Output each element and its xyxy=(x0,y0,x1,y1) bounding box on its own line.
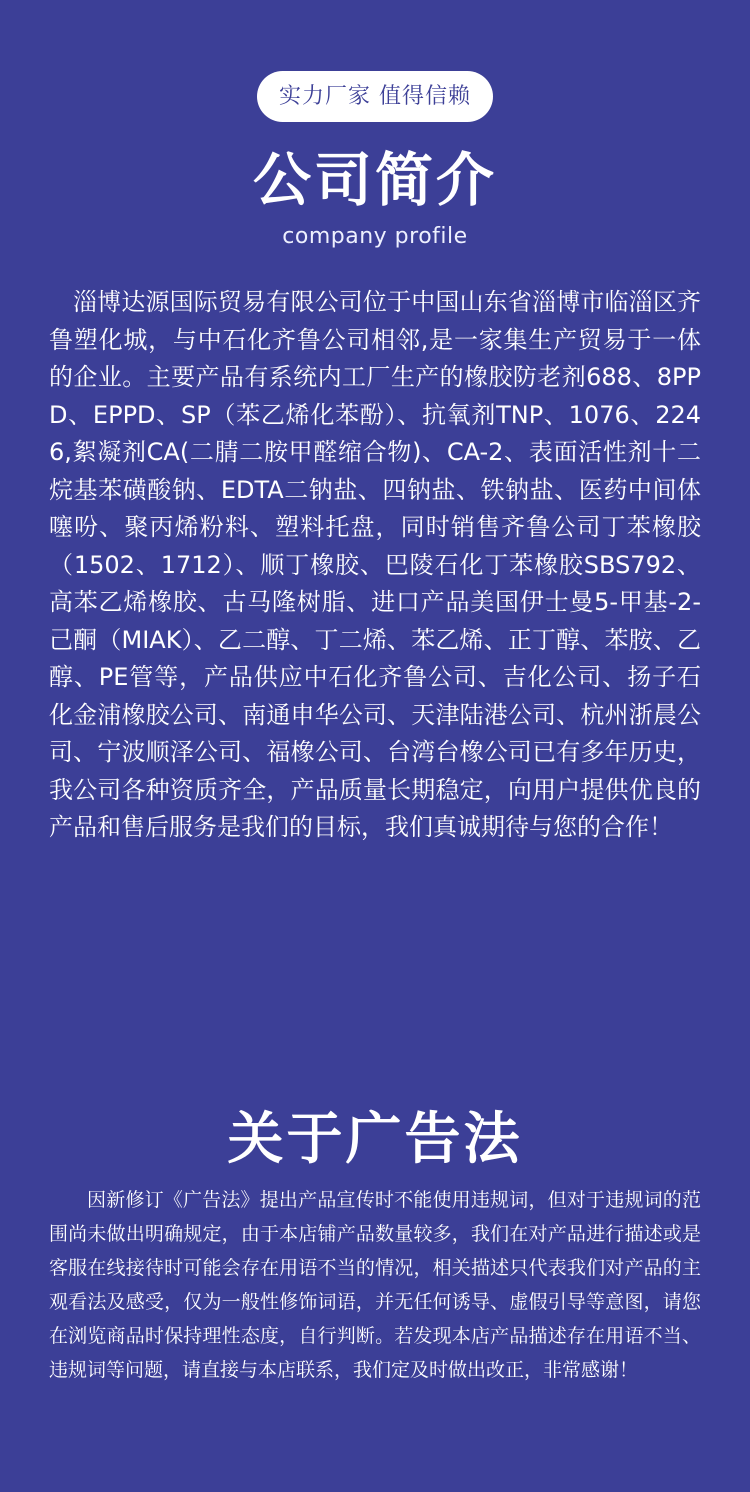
trust-badge: 实力厂家 值得信赖 xyxy=(257,71,493,122)
company-intro-subtitle: company profile xyxy=(282,224,468,249)
company-intro-paragraph: 淄博达源国际贸易有限公司位于中国山东省淄博市临淄区齐鲁塑化城，与中石化齐鲁公司相邻,是一家集生产贸易于一体的企业。主要产品有系统内工厂生产的橡胶防老剂688、8PPD、EPPD、SP（苯乙烯化苯酚）、抗氧剂TNP、1076、2246,絮凝剂CA(二腈二胺甲醛缩合物)、CA-2、表面活性剂十二烷基苯磺酸钠、EDTA二钠盐、四钠盐、铁钠盐、医药中间体噻吩、聚丙烯粉料、塑料托盘，同时销售齐鲁公司丁苯橡胶（1502、1712）、顺丁橡胶、巴陵石化丁苯橡胶SBS792、高苯乙烯橡胶、古马隆树脂、进口产品美国伊士曼5-甲基-2-己酮（MIAK）、乙二醇、丁二烯、苯乙烯、正丁醇、苯胺、乙醇、PE管等，产品供应中石化齐鲁公司、吉化公司、扬子石化金浦橡胶公司、南通申华公司、天津陆港公司、杭州浙晨公司、宁波顺泽公司、福橡公司、台湾台橡公司已有多年历史，我公司各种资质齐全，产品质量长期稳定，向用户提供优良的产品和售后服务是我们的目标，我们真诚期待与您的合作！ xyxy=(49,288,701,841)
ad-law-paragraph: 因新修订《广告法》提出产品宣传时不能使用违规词，但对于违规词的范围尚未做出明确规定，由于本店铺产品数量较多，我们在对产品进行描述或是客服在线接待时可能会存在用语不当的情况，相关描述只代表我们对产品的主观看法及感受，仅为一般性修饰词语，并无任何诱导、虚假引导等意图，请您在浏览商品时保持理性态度，自行判断。若发现本店产品描述存在用语不当、违规词等问题，请直接与本店联系，我们定及时做出改正，非常感谢！ xyxy=(49,1189,701,1381)
company-intro-title: 公司简介 xyxy=(252,146,497,214)
ad-law-title: 关于广告法 xyxy=(227,1107,523,1172)
